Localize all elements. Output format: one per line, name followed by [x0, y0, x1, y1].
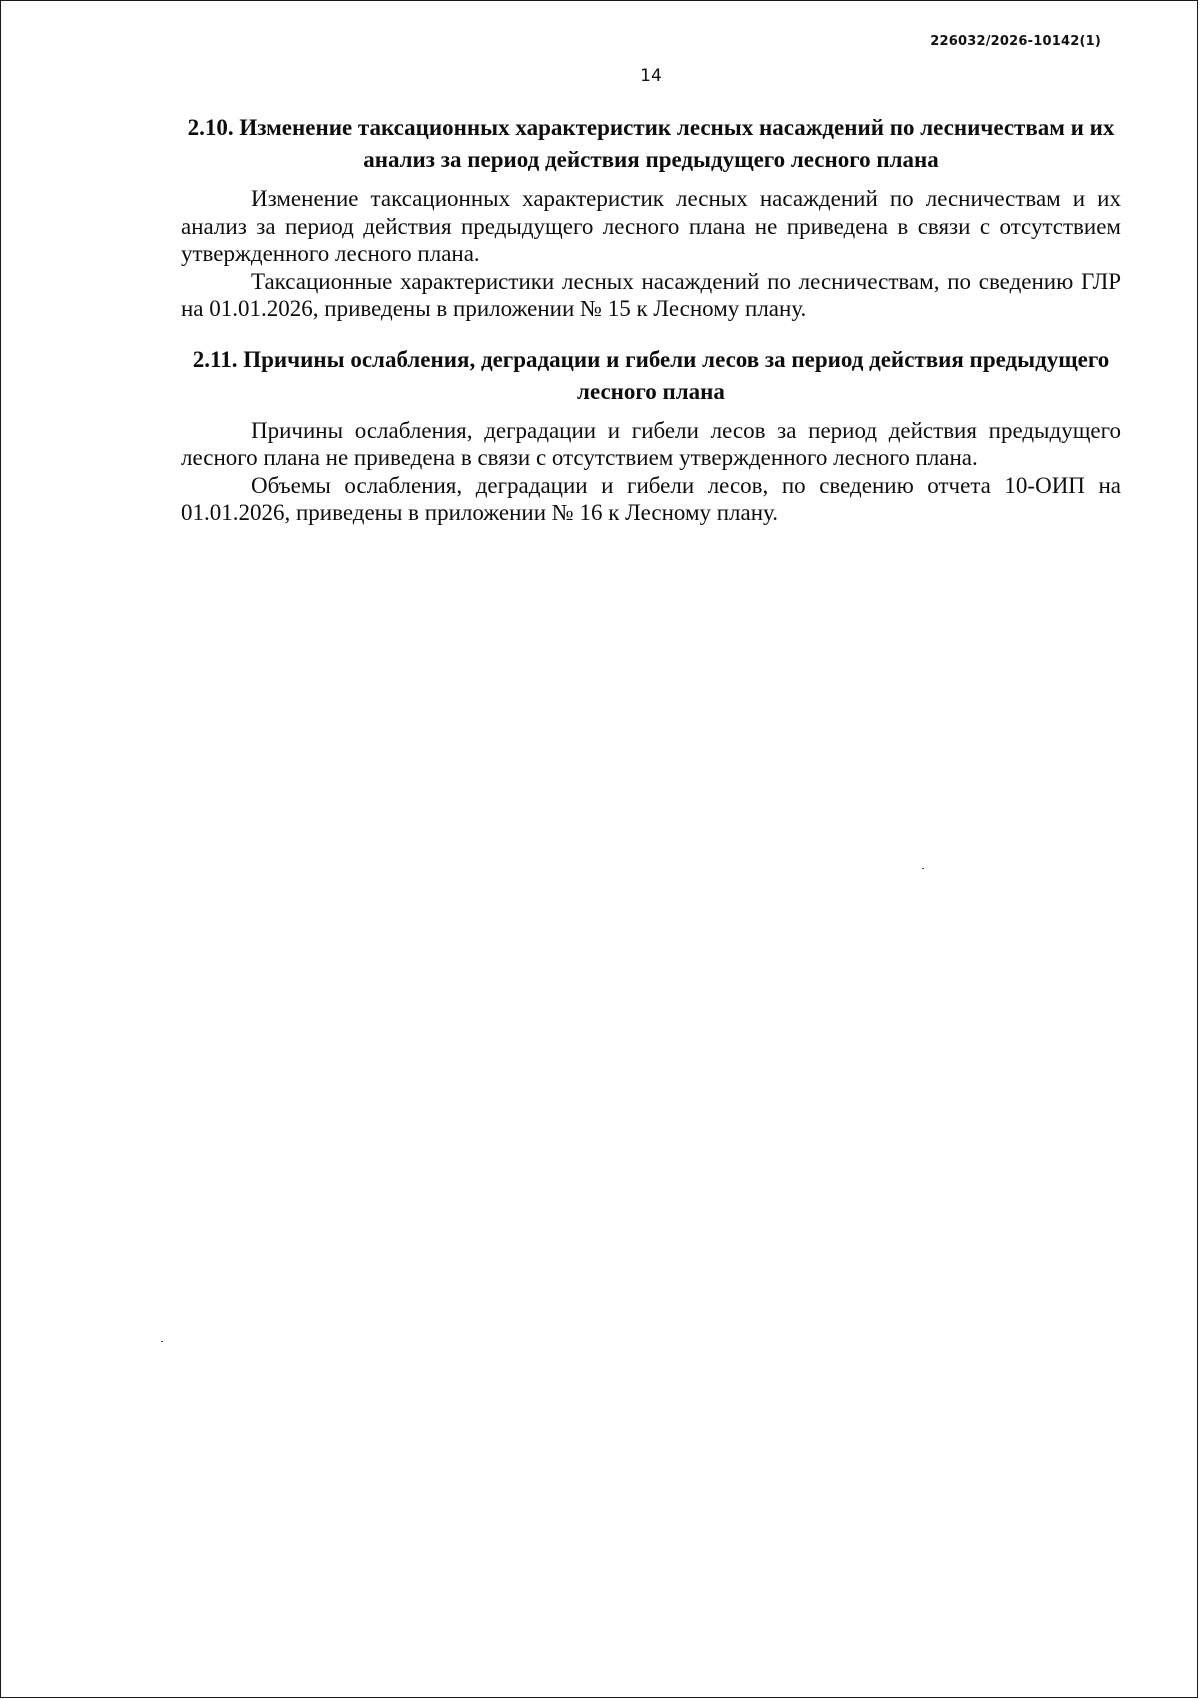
- scan-speck: [922, 868, 924, 869]
- paragraph-2-10-1: Изменение таксационных характеристик лесных насаждений по лесничествам и их анализ за период действия предыдущего лесного плана не приведена в связи с отсутствием утвержденного лесного плана.: [181, 186, 1121, 266]
- paragraph-2-11-2: Объемы ослабления, деградации и гибели лесов, по сведению отчета 10-ОИП на 01.01.2026, приведены в приложении № 16 к Лесному плану.: [181, 472, 1121, 525]
- scan-speck: [161, 1341, 163, 1342]
- document-body: [181, 112, 1121, 527]
- page-number: 14: [640, 66, 662, 86]
- paragraph-2-11-1: Причины ослабления, деградации и гибели лесов за период действия предыдущего лесного плана не приведена в связи с отсутствием утвержденного лесного плана.: [181, 417, 1121, 470]
- section-heading-2-10: 2.10. Изменение таксационных характеристик лесных насаждений по лесничествам и их анализ за период действия предыдущего лесного плана: [187, 115, 1115, 172]
- paragraph-2-10-2: Таксационные характеристики лесных насаждений по лесничествам, по сведению ГЛР на 01.01.2026, приведены в приложении № 15 к Лесному плану.: [181, 268, 1121, 321]
- section-heading-2-11: 2.11. Причины ослабления, деградации и гибели лесов за период действия предыдущего лесного плана: [192, 346, 1110, 404]
- document-code: 226032/2026-10142(1): [930, 34, 1101, 49]
